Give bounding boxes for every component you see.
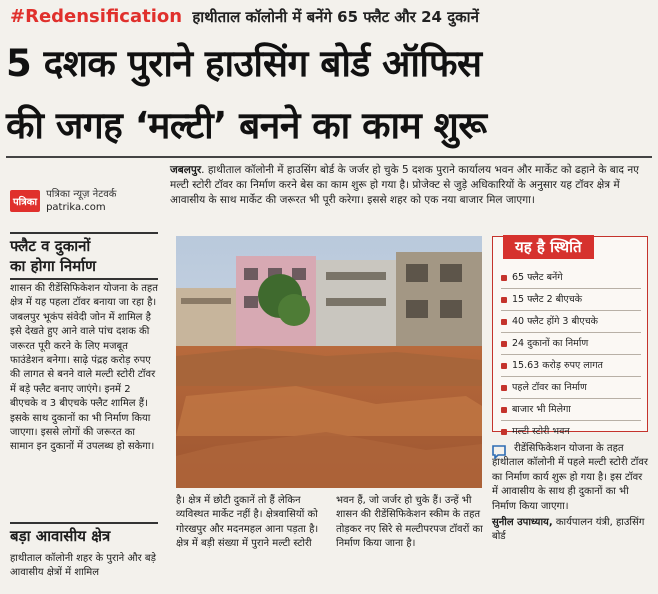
headline-line-2: की जगह ‘मल्टी’ बनने का काम शुरू	[6, 104, 487, 147]
quote-name: सुनील उपाध्याय,	[492, 517, 553, 529]
section-divider	[10, 232, 158, 234]
bullet-icon	[501, 297, 507, 303]
section2-heading: बड़ा आवासीय क्षेत्र	[10, 527, 111, 545]
bullet-icon	[501, 407, 507, 413]
headline-line-1: 5 दशक पुराने हाउसिंग बोर्ड ऑफिस	[6, 42, 482, 85]
bullet-icon	[501, 341, 507, 347]
status-item-text: 24 दुकानों का निर्माण	[512, 338, 589, 349]
hashtag: #Redensification	[10, 6, 183, 27]
tagline	[10, 6, 479, 27]
section2-body: हाथीताल कॉलोनी शहर के पुराने और बड़े आवासीय क्षेत्रों में शामिल	[10, 553, 156, 579]
bullet-icon	[501, 319, 507, 325]
section-divider	[10, 522, 158, 524]
bullet-icon	[501, 363, 507, 369]
patrika-logo-icon: पत्रिका	[10, 190, 40, 212]
section1-heading-line-2: का होगा निर्माण	[10, 257, 96, 275]
quote-text: रीडेंसिफिकेशन योजना के तहत हाथीताल कॉलोनी में पहले मल्टी स्टोरी टॉवर का निर्माण कार्य शुरू हो गया है। इस टॉवर में आवासीय के साथ ही दुकानों का भी निर्माण किया जाएगा।	[492, 443, 649, 512]
status-item-text: 15.63 करोड़ रुपए लागत	[512, 360, 603, 371]
source-site: patrika.com	[46, 202, 106, 213]
status-item	[501, 311, 641, 333]
quote-icon	[492, 445, 506, 459]
tagline-text: हाथीताल कॉलोनी में बनेंगे 65 फ्लैट और 24 दुकानें	[192, 8, 479, 26]
status-item	[501, 421, 641, 442]
section-divider	[10, 278, 158, 280]
section1-heading-line-1: फ्लैट व दुकानों	[10, 237, 91, 255]
quote-role: कार्यपालन यंत्री, हाउसिंग बोर्ड	[492, 517, 645, 543]
status-box	[492, 236, 648, 437]
dateline: जबलपुर	[170, 164, 202, 176]
status-box-title: यह है स्थिति	[503, 235, 594, 259]
status-item	[501, 289, 641, 311]
intro-text: . हाथीताल कॉलोनी में हाउसिंग बोर्ड के जर्जर हो चुके 5 दशक पुराने कार्यालय भवन और मार्केट को ढहाने के बाद नए मल्टी स्टोरी टॉवर का निर्माण करने बेस का काम शुरू हो गया है। प्रोजेक्ट से जुड़े अधिकारियों के अनुसार यह टॉवर क्षेत्र में आवासीय के साथ मार्केट की जरूरत भी पूरी करेगा। इससे शहर को एक नया बाजार मिल जाएगा।	[170, 164, 639, 206]
article-column-3: भवन हैं, जो जर्जर हो चुके हैं। उन्हें भी शासन की रीडेंसिफिकेशन स्कीम के तहत तोड़कर नए सिरे से मल्टीपरपज टॉवरों का निर्माण किया जाना है।	[336, 495, 483, 550]
bullet-icon	[501, 275, 507, 281]
status-item-text: 15 फ्लैट 2 बीएचके	[512, 294, 583, 305]
status-item-text: 40 फ्लैट होंगे 3 बीएचके	[512, 316, 598, 327]
status-item-text: मल्टी स्टोरी भवन	[512, 426, 570, 437]
bullet-icon	[501, 385, 507, 391]
status-item-text: बाजार भी मिलेगा	[512, 404, 571, 415]
bullet-icon	[501, 429, 507, 435]
status-item-text: पहले टॉवर का निर्माण	[512, 382, 587, 393]
article-column-2: है। क्षेत्र में छोटी दुकानें तो हैं लेकिन व्यविस्थत मार्केट नहीं है। क्षेत्रवासियों को गोरखपुर और मदनमहल आना पड़ता है। क्षेत्र में बड़ी संख्या में पुराने मल्टी स्टोरी	[176, 495, 319, 550]
status-item	[501, 377, 641, 399]
source-logo	[10, 188, 116, 214]
headline-divider	[6, 156, 652, 158]
source-credit	[46, 188, 116, 214]
quote-attribution	[492, 516, 648, 545]
construction-site-photo	[176, 236, 482, 488]
status-item	[501, 355, 641, 377]
status-list	[501, 267, 641, 442]
status-item-text: 65 फ्लैट बनेंगे	[512, 272, 563, 283]
section1-heading	[10, 236, 96, 276]
status-item	[501, 333, 641, 355]
status-item	[501, 399, 641, 421]
section1-body: शासन की रीडेंसिफिकेशन योजना के तहत क्षेत्र में यह पहला टॉवर बनाया जा रहा है। जबलपुर भूकंप संवेदी जोन में शामिल है इसे देखते हुए आने वाले पांच दशक की जरूरत पूरी करने के लिए मजबूत फाउंडेशन बनेगा। साढ़े पंद्रह करोड़ रुपए की लागत से बनने वाले मल्टी स्टोरी टॉवर में बड़े फ्लैट बनाए जाएंगे। इनमें 2 बीएचके व 3 बीएचके फ्लैट शामिल हैं। इसके साथ दुकानों का भी निर्माण किया जाएगा। इससे लोगों की जरूरत का सामान इन दुकानों में उपलब्ध हो सकेगा।	[10, 283, 158, 453]
intro-paragraph	[170, 163, 652, 208]
construction-site-image	[176, 236, 482, 488]
source-network: पत्रिका न्यूज़ नेटवर्क	[46, 189, 117, 200]
official-quote	[492, 442, 648, 545]
status-item	[501, 267, 641, 289]
